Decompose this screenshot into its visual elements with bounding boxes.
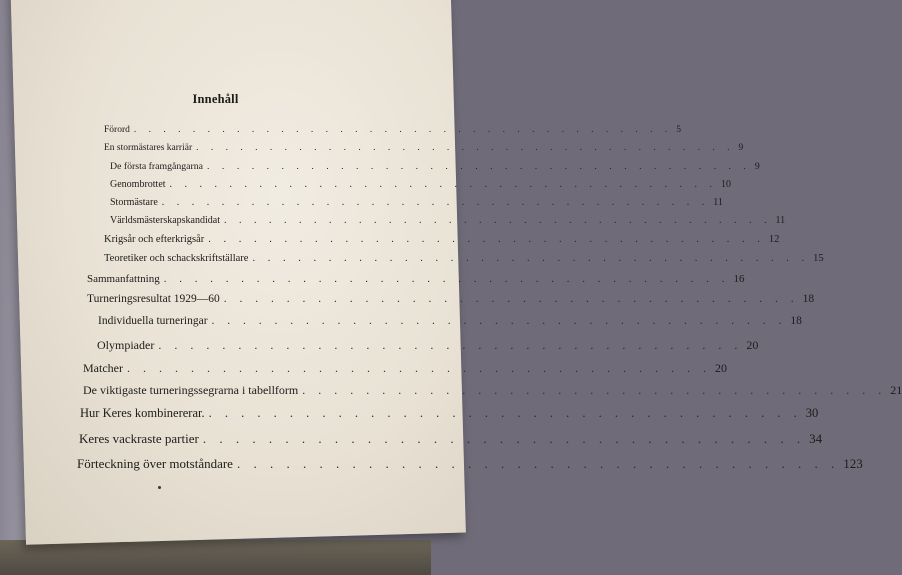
leader-dots: . . . . . . . . . . . . . . . . . . . . . . . . . . . . . . . . . . . . .: [126, 361, 711, 375]
leader-dots: . . . . . . . . . . . . . . . . . . . . . . . . . . . . . . . . . . . . .: [163, 273, 730, 285]
leader-dots: . . . . . . . . . . . . . . . . . . . . . . . . . . . . . . . . . . . . .: [207, 161, 751, 172]
leader-dots: . . . . . . . . . . . . . . . . . . . . . . . . . . . . . . . . . . . . .: [208, 406, 802, 420]
toc-entry-page: 20: [714, 361, 727, 375]
leader-dots: . . . . . . . . . . . . . . . . . . . . . . . . . . . . . . . . . . . . .: [302, 383, 887, 397]
leader-dots: . . . . . . . . . . . . . . . . . . . . . . . . . . . . . . . . . . . . .: [208, 234, 765, 245]
leader-dots: . . . . . . . . . . . . . . . . . . . . . . . . . . . . . . . . . . . . .: [223, 293, 799, 305]
leader-dots: . . . . . . . . . . . . . . . . . . . . . . . . . . . . . . . . . . . . .: [252, 253, 810, 264]
toc-entry-page: 11: [775, 215, 786, 226]
toc-entry-label: Teoretiker och schackskriftställare: [104, 253, 249, 264]
toc-entry-page: 123: [843, 456, 863, 471]
toc-entry-page: 9: [754, 161, 760, 172]
toc-entry-5: [110, 215, 786, 226]
toc-entry-14: [80, 406, 819, 421]
toc-entry-0: [104, 125, 681, 135]
toc-entry-2: [110, 161, 760, 172]
toc-entry-15: [79, 431, 823, 447]
toc-entry-13: [83, 383, 902, 398]
leader-dots: . . . . . . . . . . . . . . . . . . . . . . . . . . . . . . . . . . . . .: [236, 456, 840, 471]
toc-entry-6: [104, 234, 780, 245]
toc-entry-label: Genombrottet: [110, 179, 166, 190]
leader-dots: . . . . . . . . . . . . . . . . . . . . . . . . . . . . . . . . . . . . .: [169, 179, 718, 190]
toc-entry-page: 9: [738, 143, 744, 153]
toc-entry-label: De första framgångarna: [110, 161, 204, 172]
toc-entry-label: Hur Keres kombinererar.: [80, 406, 205, 420]
toc-entry-page: 20: [746, 338, 759, 352]
leader-dots: . . . . . . . . . . . . . . . . . . . . . . . . . . . . . . . . . . . . .: [133, 125, 673, 135]
toc-entry-page: 10: [721, 179, 732, 190]
toc-entry-10: [98, 315, 802, 327]
leader-dots: . . . . . . . . . . . . . . . . . . . . . . . . . . . . . . . . . . . . .: [202, 431, 806, 446]
toc-entry-4: [110, 197, 723, 208]
toc-entry-8: [87, 273, 745, 285]
toc-entry-page: 15: [813, 253, 824, 264]
stray-dot: [158, 486, 161, 489]
toc-entry-3: [110, 179, 732, 190]
leader-dots: . . . . . . . . . . . . . . . . . . . . . . . . . . . . . . . . . . . . .: [223, 215, 772, 226]
toc-entry-label: Världsmästerskapskandidat: [110, 215, 220, 226]
toc-entry-label: Krigsår och efterkrigsår: [104, 234, 205, 245]
toc-entry-9: [87, 293, 815, 305]
toc-entry-label: Keres vackraste partier: [79, 431, 199, 446]
toc-entry-label: En stormästares karriär: [104, 143, 193, 153]
toc-entry-label: Förord: [104, 125, 130, 135]
toc-entry-label: Sammanfattning: [87, 273, 160, 285]
toc-entry-label: Matcher: [83, 361, 123, 375]
toc-entry-page: 21: [890, 383, 902, 397]
toc-entry-16: [77, 456, 863, 472]
leader-dots: . . . . . . . . . . . . . . . . . . . . . . . . . . . . . . . . . . . . .: [161, 197, 710, 208]
toc-entry-label: Förteckning över motståndare: [77, 456, 233, 471]
toc-entry-7: [104, 253, 824, 264]
toc-entry-1: [104, 143, 744, 153]
toc-entry-label: Olympiader: [97, 338, 155, 352]
page-title: Innehåll: [192, 92, 239, 106]
leader-dots: . . . . . . . . . . . . . . . . . . . . . . . . . . . . . . . . . . . . .: [196, 143, 735, 153]
toc-entry-page: 16: [733, 273, 745, 285]
toc-entry-page: 34: [809, 431, 823, 446]
toc-entry-label: Stormästare: [110, 197, 158, 208]
toc-entry-page: 30: [805, 406, 819, 420]
toc-entry-page: 18: [790, 315, 802, 327]
toc-entry-label: De viktigaste turneringssegrarna i tabellform: [83, 383, 299, 397]
toc-entry-page: 5: [676, 125, 681, 135]
leader-dots: . . . . . . . . . . . . . . . . . . . . . . . . . . . . . . . . . . . . .: [211, 315, 787, 327]
toc-entry-page: 11: [713, 197, 723, 208]
toc-entry-12: [83, 361, 727, 376]
leader-dots: . . . . . . . . . . . . . . . . . . . . . . . . . . . . . . . . . . . . .: [158, 338, 743, 352]
toc-entry-11: [97, 338, 759, 353]
toc-entry-page: 12: [768, 234, 780, 245]
toc-entry-page: 18: [802, 293, 815, 305]
toc-entry-label: Turneringsresultat 1929—60: [87, 293, 220, 305]
toc-entry-label: Individuella turneringar: [98, 315, 208, 327]
